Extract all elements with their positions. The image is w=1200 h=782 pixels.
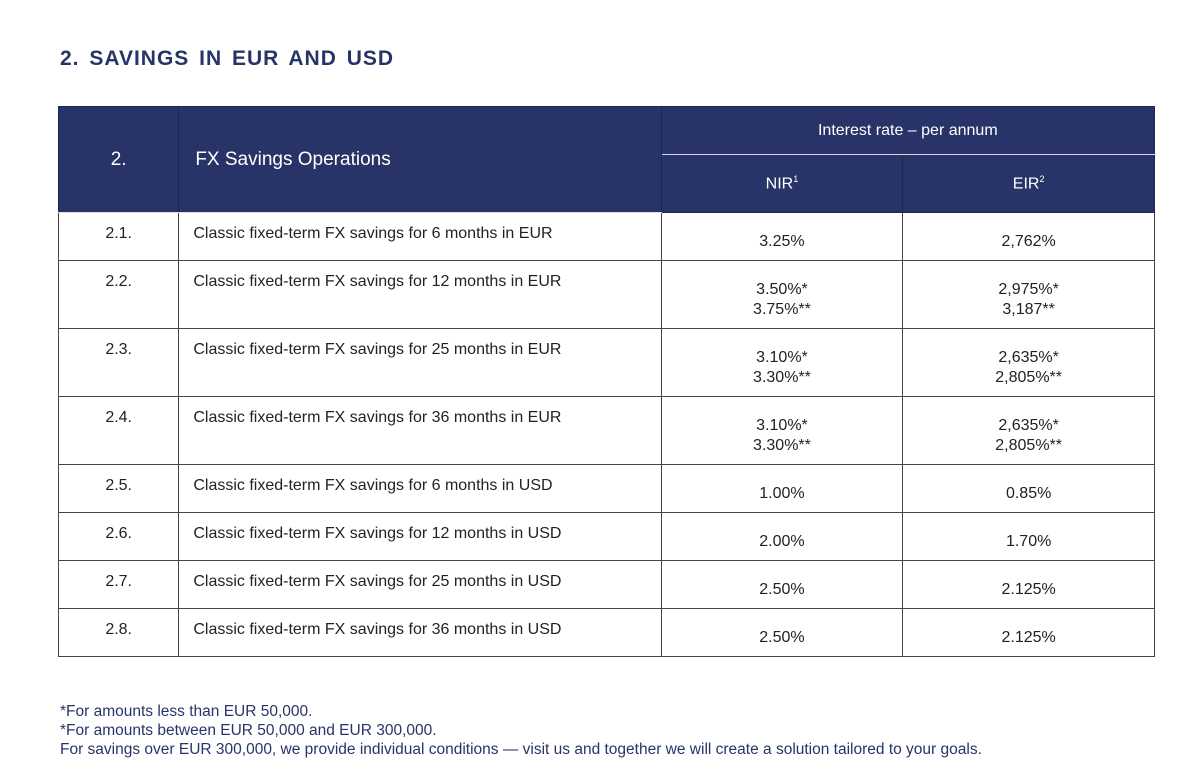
row-nir-value: 2.50%	[759, 581, 805, 598]
footnote-1: *For amounts less than EUR 50,000.	[60, 703, 313, 720]
row-nir-value: 2.00%	[759, 533, 805, 550]
row-nir-value: 3.10%*	[756, 349, 808, 366]
row-nir	[661, 561, 903, 609]
row-eir-value: 1.70%	[1005, 533, 1052, 550]
row-nir	[661, 609, 903, 657]
row-nir-value: 3.75%**	[753, 301, 811, 318]
row-eir	[903, 513, 1155, 561]
row-eir	[903, 609, 1155, 657]
row-eir	[903, 465, 1155, 513]
row-eir	[903, 261, 1155, 329]
row-number: 2.4.	[59, 397, 179, 465]
row-operation: Classic fixed-term FX savings for 25 months in USD	[179, 561, 661, 609]
footnote-2: *For amounts between EUR 50,000 and EUR 300,000.	[60, 722, 437, 739]
row-eir-value: 2,975%*	[998, 281, 1059, 298]
row-nir	[661, 261, 903, 329]
row-nir-value: 3.50%*	[756, 281, 808, 298]
row-number: 2.5.	[59, 465, 179, 513]
row-eir	[903, 329, 1155, 397]
row-number: 2.3.	[59, 329, 179, 397]
row-nir-value: 3.30%**	[753, 437, 811, 454]
row-operation: Classic fixed-term FX savings for 12 months in EUR	[179, 261, 661, 329]
row-eir-value: 2.125%	[1001, 581, 1056, 598]
table-row	[59, 465, 1155, 513]
row-number: 2.6.	[59, 513, 179, 561]
row-nir-value: 1.00%	[759, 485, 805, 502]
header-eir-label: EIR	[1012, 175, 1040, 193]
row-nir	[661, 213, 903, 261]
footnotes	[60, 702, 982, 759]
row-eir-value: 3,187**	[1002, 301, 1055, 318]
header-nir-label: NIR	[765, 175, 794, 193]
table-row	[59, 261, 1155, 329]
row-operation: Classic fixed-term FX savings for 36 months in USD	[179, 609, 661, 657]
row-operation: Classic fixed-term FX savings for 6 months in USD	[179, 465, 661, 513]
table-row	[59, 561, 1155, 609]
header-nir-footnote-mark: 1	[793, 173, 799, 184]
row-operation: Classic fixed-term FX savings for 25 months in EUR	[179, 329, 661, 397]
row-nir-value: 3.10%*	[756, 417, 808, 434]
table-header	[59, 107, 1155, 213]
row-nir-value: 3.25%	[759, 233, 805, 250]
header-interest-rate: Interest rate – per annum	[661, 107, 1154, 155]
row-number: 2.8.	[59, 609, 179, 657]
row-nir-value: 3.30%**	[753, 369, 811, 386]
header-eir	[903, 155, 1155, 213]
row-eir-value: 2,805%**	[995, 369, 1062, 386]
header-number: 2.	[59, 107, 179, 213]
row-nir-value: 2.50%	[759, 629, 805, 646]
row-operation: Classic fixed-term FX savings for 36 months in EUR	[179, 397, 661, 465]
table-body	[59, 213, 1155, 657]
row-eir-value: 0.85%	[1005, 485, 1052, 502]
row-eir-value: 2,635%*	[998, 349, 1059, 366]
section-title: 2. SAVINGS IN EUR AND USD	[60, 47, 395, 70]
row-number: 2.2.	[59, 261, 179, 329]
table-row	[59, 609, 1155, 657]
header-operations: FX Savings Operations	[179, 107, 661, 213]
row-nir	[661, 465, 903, 513]
row-number: 2.7.	[59, 561, 179, 609]
row-eir	[903, 561, 1155, 609]
row-nir	[661, 397, 903, 465]
row-eir	[903, 213, 1155, 261]
row-nir	[661, 329, 903, 397]
table-row	[59, 397, 1155, 465]
table-row	[59, 213, 1155, 261]
footnote-3: For savings over EUR 300,000, we provide individual conditions — visit us and together we will create a solution tailored to your goals.	[60, 741, 982, 758]
row-nir	[661, 513, 903, 561]
row-eir	[903, 397, 1155, 465]
row-number: 2.1.	[59, 213, 179, 261]
table-row	[59, 329, 1155, 397]
row-operation: Classic fixed-term FX savings for 6 months in EUR	[179, 213, 661, 261]
header-nir	[661, 155, 903, 213]
row-eir-value: 2.125%	[1001, 629, 1056, 646]
row-eir-value: 2,635%*	[998, 417, 1059, 434]
row-eir-value: 2,762%	[1001, 233, 1056, 250]
header-eir-footnote-mark: 2	[1039, 173, 1045, 184]
table-row	[59, 513, 1155, 561]
row-operation: Classic fixed-term FX savings for 12 months in USD	[179, 513, 661, 561]
row-eir-value: 2,805%**	[995, 437, 1062, 454]
savings-rates-table	[58, 106, 1155, 657]
